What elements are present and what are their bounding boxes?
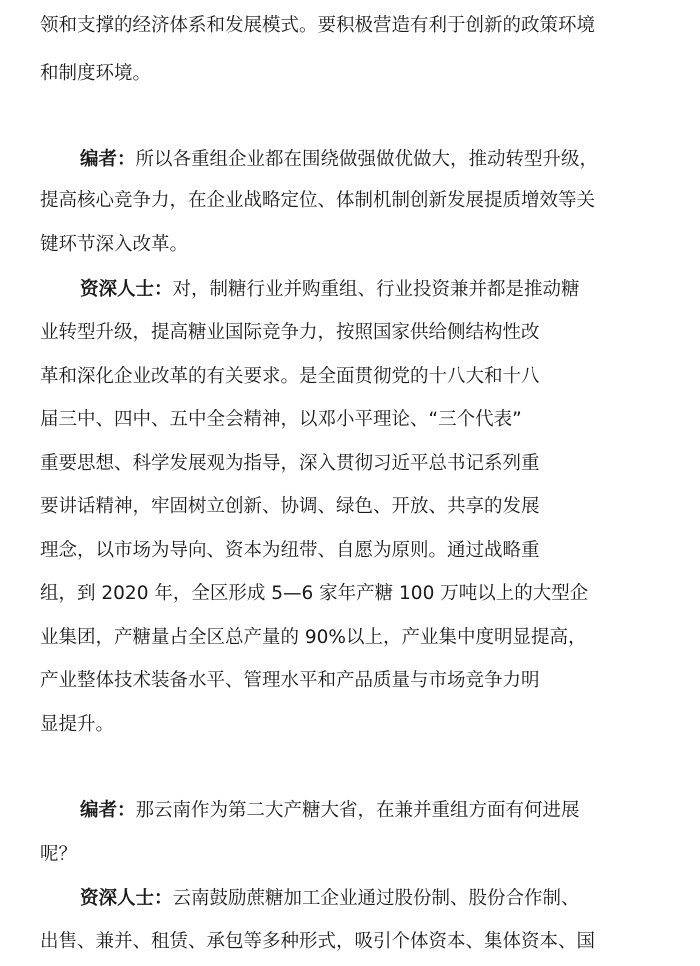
- paragraph-3-line-2: 业转型升级，提高糖业国际竞争力，按照国家供给侧结构性改: [40, 322, 540, 343]
- paragraph-3-line-11: 显提升。: [40, 714, 115, 735]
- paragraph-3-line-10: 产业整体技术装备水平、管理水平和产品质量与市场竞争力明: [40, 670, 540, 691]
- paragraph-3-line-1: [80, 278, 700, 302]
- paragraph-text: 云南鼓励蔗糖加工企业通过股份制、股份合作制、: [172, 888, 580, 909]
- paragraph-3-line-7: 理念，以市场为导向、资本为纽带、自愿为原则。通过战略重: [40, 540, 540, 561]
- paragraph-3-line-8: 组，到 2020 年，全区形成 5—6 家年产糖 100 万吨以上的大型企: [40, 583, 589, 604]
- speaker-label: 编者：: [80, 149, 136, 170]
- paragraph-4-line-1: [80, 799, 700, 823]
- paragraph-5-line-2: 出售、兼并、租赁、承包等多种形式，吸引个体资本、集体资本、国: [40, 931, 596, 952]
- speaker-label: 资深人士：: [80, 279, 173, 300]
- paragraph-3-line-3: 革和深化企业改革的有关要求。是全面贯彻党的十八大和十八: [40, 366, 540, 387]
- paragraph-text: 那云南作为第二大产糖大省，在兼并重组方面有何进展: [135, 800, 580, 821]
- paragraph-4-line-2: 呢？: [40, 844, 78, 865]
- paragraph-3-line-6: 要讲话精神，牢固树立创新、协调、绿色、开放、共享的发展: [40, 496, 540, 517]
- speaker-label: 编者：: [80, 800, 136, 821]
- paragraph-2-line-3: 键环节深入改革。: [40, 234, 189, 255]
- paragraph-5-line-1: [80, 887, 700, 911]
- paragraph-3-line-5: 重要思想、科学发展观为指导，深入贯彻习近平总书记系列重: [40, 453, 540, 474]
- speaker-label: 资深人士：: [80, 888, 173, 909]
- paragraph-text: 所以各重组企业都在围绕做强做优做大，推动转型升级，: [135, 149, 599, 170]
- paragraph-3-line-9: 业集团，产糖量占全区总产量的 90%以上，产业集中度明显提高，: [40, 627, 587, 648]
- paragraph-text: 对，制糖行业并购重组、行业投资兼并都是推动糖: [172, 279, 580, 300]
- paragraph-2-line-2: 提高核心竞争力，在企业战略定位、体制机制创新发展提质增效等关: [40, 190, 596, 211]
- paragraph-1-line-2: 和制度环境。: [40, 63, 152, 84]
- paragraph-3-line-4: 届三中、四中、五中全会精神，以邓小平理论、“三个代表”: [40, 409, 522, 430]
- paragraph-2-line-1: [80, 148, 700, 172]
- paragraph-1-line-1: 领和支撑的经济体系和发展模式。要积极营造有利于创新的政策环境: [40, 15, 596, 36]
